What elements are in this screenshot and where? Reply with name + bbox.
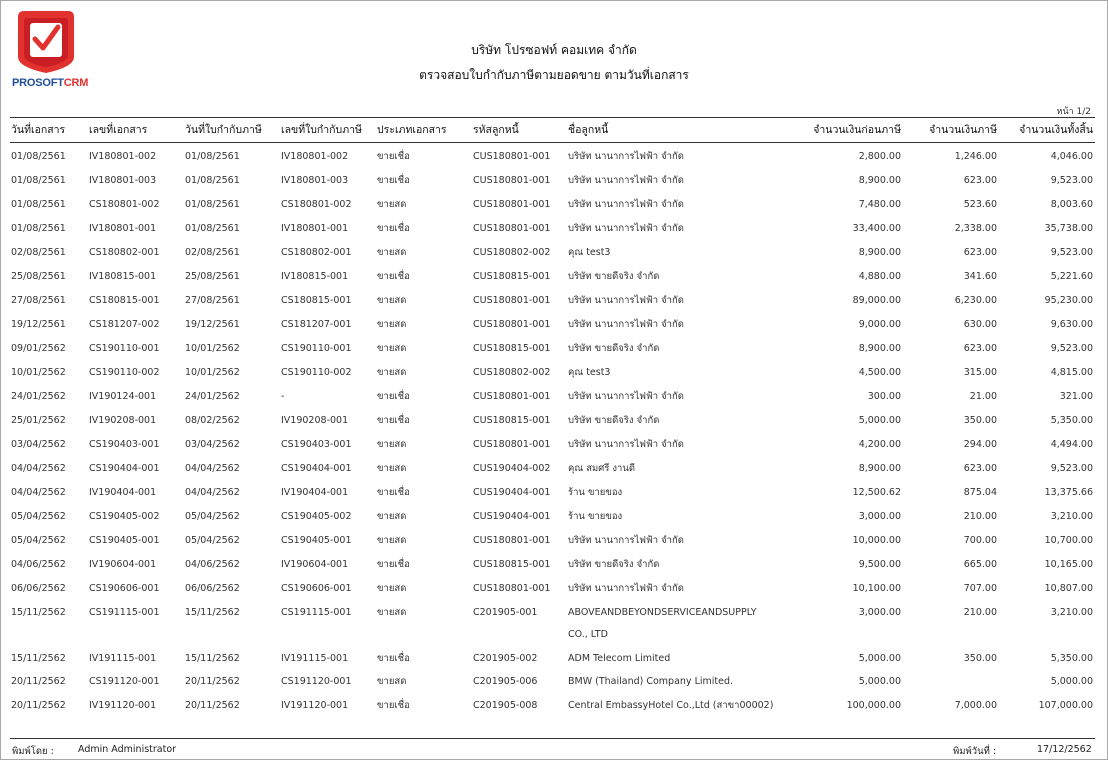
cell-amount-before-tax: 12,500.62 <box>852 487 901 498</box>
cell-amount-before-tax: 8,900.00 <box>858 175 901 186</box>
cell-customer-code: CUS190404-002 <box>473 463 551 474</box>
cell-doc-type: ขายสด <box>377 343 407 354</box>
table-row <box>1 149 1107 165</box>
cell-doc-date: 19/12/2561 <box>11 319 66 330</box>
cell-doc-date: 15/11/2562 <box>11 607 66 618</box>
cell-doc-type: ขายสด <box>377 463 407 474</box>
cell-customer-name: บริษัท นานาการไฟฟ้า จำกัด <box>568 151 684 162</box>
column-header-tax-amount: จำนวนเงินภาษี <box>929 124 997 136</box>
column-header-tax-invoice-date: วันที่ใบกำกับภาษี <box>185 124 262 136</box>
table-row <box>1 269 1107 285</box>
cell-total-amount: 8,003.60 <box>1050 199 1093 210</box>
cell-customer-name: CO., LTD <box>568 629 608 640</box>
cell-customer-code: CUS180815-001 <box>473 415 551 426</box>
cell-doc-date: 25/01/2562 <box>11 415 66 426</box>
table-row <box>1 317 1107 333</box>
cell-total-amount: 9,630.00 <box>1050 319 1093 330</box>
cell-total-amount: 10,700.00 <box>1044 535 1093 546</box>
column-header-total-amount: จำนวนเงินทั้งสิ้น <box>1019 124 1093 136</box>
cell-customer-name: ADM Telecom Limited <box>568 653 671 664</box>
cell-tax-invoice-date: 04/04/2562 <box>185 487 240 498</box>
cell-doc-type: ขายเชื่อ <box>377 653 410 664</box>
cell-customer-code: CUS180802-002 <box>473 247 551 258</box>
cell-doc-type: ขายเชื่อ <box>377 487 410 498</box>
cell-customer-code: C201905-001 <box>473 607 538 618</box>
cell-doc-date: 27/08/2561 <box>11 295 66 306</box>
cell-customer-name: บริษัท นานาการไฟฟ้า จำกัด <box>568 295 684 306</box>
cell-customer-code: CUS180801-001 <box>473 223 551 234</box>
cell-amount-before-tax: 9,000.00 <box>858 319 901 330</box>
table-row <box>1 533 1107 549</box>
cell-tax-invoice-date: 20/11/2562 <box>185 676 240 687</box>
cell-doc-type: ขายเชื่อ <box>377 271 410 282</box>
printed-by-value: Admin Administrator <box>78 744 177 755</box>
cell-doc-date: 15/11/2562 <box>11 653 66 664</box>
cell-total-amount: 9,523.00 <box>1050 343 1093 354</box>
cell-customer-code: CUS180801-001 <box>473 199 551 210</box>
cell-tax-invoice-no: IV180801-002 <box>281 151 349 162</box>
cell-doc-date: 24/01/2562 <box>11 391 66 402</box>
cell-customer-name: ร้าน ขายของ <box>568 511 623 522</box>
cell-total-amount: 4,046.00 <box>1050 151 1093 162</box>
cell-tax-invoice-date: 06/06/2562 <box>185 583 240 594</box>
cell-customer-code: C201905-006 <box>473 676 538 687</box>
cell-doc-type: ขายสด <box>377 583 407 594</box>
cell-total-amount: 5,000.00 <box>1050 676 1093 687</box>
cell-tax-invoice-date: 04/04/2562 <box>185 463 240 474</box>
cell-doc-no: CS190110-002 <box>89 367 160 378</box>
cell-doc-date: 01/08/2561 <box>11 175 66 186</box>
cell-doc-no: CS180801-002 <box>89 199 160 210</box>
cell-customer-code: CUS190404-001 <box>473 511 551 522</box>
cell-customer-code: CUS180801-001 <box>473 151 551 162</box>
cell-tax-amount: 350.00 <box>963 415 997 426</box>
cell-tax-invoice-date: 10/01/2562 <box>185 367 240 378</box>
cell-doc-type: ขายสด <box>377 676 407 687</box>
cell-doc-no: IV180801-001 <box>89 223 157 234</box>
cell-amount-before-tax: 2,800.00 <box>858 151 901 162</box>
table-row <box>1 341 1107 357</box>
cell-customer-code: CUS180801-001 <box>473 391 551 402</box>
cell-doc-no: CS190606-001 <box>89 583 160 594</box>
cell-total-amount: 35,738.00 <box>1044 223 1093 234</box>
cell-customer-code: CUS180802-002 <box>473 367 551 378</box>
cell-doc-no: IV190604-001 <box>89 559 157 570</box>
cell-tax-invoice-no: IV190404-001 <box>281 487 349 498</box>
cell-total-amount: 321.00 <box>1059 391 1093 402</box>
cell-doc-date: 03/04/2562 <box>11 439 66 450</box>
cell-amount-before-tax: 4,200.00 <box>858 439 901 450</box>
table-row <box>1 461 1107 477</box>
cell-customer-code: CUS180815-001 <box>473 343 551 354</box>
cell-customer-name: คุณ สมศรี งานดี <box>568 463 636 474</box>
table-row <box>1 173 1107 189</box>
cell-tax-amount: 7,000.00 <box>954 700 997 711</box>
cell-doc-date: 20/11/2562 <box>11 700 66 711</box>
cell-tax-amount: 21.00 <box>969 391 997 402</box>
table-row <box>1 485 1107 501</box>
logo-wordmark: PROSOFTCRM <box>12 77 89 89</box>
printed-by-label: พิมพ์โดย : <box>12 746 54 757</box>
cell-tax-amount: 707.00 <box>963 583 997 594</box>
cell-tax-invoice-date: 01/08/2561 <box>185 199 240 210</box>
cell-tax-invoice-no: IV180801-003 <box>281 175 349 186</box>
cell-customer-name: บริษัท ขายดีจริง จำกัด <box>568 343 660 354</box>
cell-doc-type: ขายเชื่อ <box>377 151 410 162</box>
cell-customer-name: BMW (Thailand) Company Limited. <box>568 676 734 687</box>
cell-total-amount: 9,523.00 <box>1050 175 1093 186</box>
cell-tax-amount: 350.00 <box>963 653 997 664</box>
cell-doc-no: IV180801-003 <box>89 175 157 186</box>
cell-doc-type: ขายสด <box>377 535 407 546</box>
cell-doc-no: CS190403-001 <box>89 439 160 450</box>
cell-total-amount: 4,815.00 <box>1050 367 1093 378</box>
cell-amount-before-tax: 33,400.00 <box>852 223 901 234</box>
cell-tax-invoice-no: CS190110-001 <box>281 343 352 354</box>
cell-tax-amount: 630.00 <box>963 319 997 330</box>
cell-total-amount: 5,350.00 <box>1050 415 1093 426</box>
table-row <box>1 365 1107 381</box>
cell-amount-before-tax: 5,000.00 <box>858 653 901 664</box>
cell-customer-name: บริษัท นานาการไฟฟ้า จำกัด <box>568 391 684 402</box>
cell-doc-type: ขายสด <box>377 439 407 450</box>
cell-doc-no: IV180815-001 <box>89 271 157 282</box>
cell-customer-name: บริษัท นานาการไฟฟ้า จำกัด <box>568 319 684 330</box>
cell-tax-invoice-no: IV190604-001 <box>281 559 349 570</box>
table-row <box>1 221 1107 237</box>
cell-doc-no: CS190110-001 <box>89 343 160 354</box>
cell-doc-type: ขายเชื่อ <box>377 415 410 426</box>
cell-tax-invoice-date: 02/08/2561 <box>185 247 240 258</box>
cell-customer-name: Central EmbassyHotel Co.,Ltd (สาขา00002) <box>568 700 774 711</box>
cell-doc-no: IV191120-001 <box>89 700 157 711</box>
cell-doc-no: CS181207-002 <box>89 319 160 330</box>
cell-amount-before-tax: 5,000.00 <box>858 676 901 687</box>
cell-total-amount: 13,375.66 <box>1044 487 1093 498</box>
cell-doc-date: 25/08/2561 <box>11 271 66 282</box>
cell-customer-code: CUS180801-001 <box>473 439 551 450</box>
cell-customer-code: CUS190404-001 <box>473 487 551 498</box>
table-row <box>1 437 1107 453</box>
cell-tax-invoice-date: 20/11/2562 <box>185 700 240 711</box>
cell-doc-no: CS180815-001 <box>89 295 160 306</box>
cell-amount-before-tax: 8,900.00 <box>858 343 901 354</box>
cell-amount-before-tax: 5,000.00 <box>858 415 901 426</box>
cell-amount-before-tax: 7,480.00 <box>858 199 901 210</box>
cell-tax-amount: 623.00 <box>963 463 997 474</box>
cell-total-amount: 107,000.00 <box>1038 700 1093 711</box>
cell-customer-code: CUS180815-001 <box>473 271 551 282</box>
cell-doc-no: IV191115-001 <box>89 653 157 664</box>
cell-customer-code: CUS180801-001 <box>473 535 551 546</box>
cell-amount-before-tax: 10,100.00 <box>852 583 901 594</box>
cell-tax-invoice-no: CS190405-002 <box>281 511 352 522</box>
cell-total-amount: 4,494.00 <box>1050 439 1093 450</box>
cell-amount-before-tax: 300.00 <box>867 391 901 402</box>
cell-customer-name: บริษัท นานาการไฟฟ้า จำกัด <box>568 199 684 210</box>
company-name: บริษัท โปรซอฟท์ คอมเทค จำกัด <box>471 43 637 57</box>
cell-doc-date: 04/04/2562 <box>11 487 66 498</box>
cell-tax-invoice-no: CS180801-002 <box>281 199 352 210</box>
cell-tax-amount: 210.00 <box>963 511 997 522</box>
cell-doc-type: ขายสด <box>377 607 407 618</box>
cell-customer-name: บริษัท ขายดีจริง จำกัด <box>568 559 660 570</box>
cell-tax-invoice-no: - <box>281 391 285 402</box>
cell-tax-invoice-no: CS191120-001 <box>281 676 352 687</box>
cell-tax-invoice-date: 24/01/2562 <box>185 391 240 402</box>
cell-amount-before-tax: 4,880.00 <box>858 271 901 282</box>
cell-total-amount: 9,523.00 <box>1050 247 1093 258</box>
cell-tax-amount: 875.04 <box>963 487 997 498</box>
cell-customer-name: บริษัท นานาการไฟฟ้า จำกัด <box>568 535 684 546</box>
cell-tax-amount: 523.60 <box>963 199 997 210</box>
column-header-amount-before-tax: จำนวนเงินก่อนภาษี <box>813 124 901 136</box>
cell-tax-invoice-date: 05/04/2562 <box>185 511 240 522</box>
cell-tax-amount: 1,246.00 <box>954 151 997 162</box>
cell-tax-amount: 665.00 <box>963 559 997 570</box>
cell-tax-invoice-no: IV180815-001 <box>281 271 349 282</box>
cell-tax-invoice-no: CS190405-001 <box>281 535 352 546</box>
cell-customer-code: CUS180801-001 <box>473 319 551 330</box>
table-row <box>1 389 1107 405</box>
cell-customer-name: บริษัท นานาการไฟฟ้า จำกัด <box>568 583 684 594</box>
cell-tax-invoice-no: CS190403-001 <box>281 439 352 450</box>
cell-tax-invoice-no: CS190404-001 <box>281 463 352 474</box>
cell-total-amount: 3,210.00 <box>1050 511 1093 522</box>
cell-total-amount: 3,210.00 <box>1050 607 1093 618</box>
table-row <box>1 197 1107 213</box>
cell-doc-no: IV190208-001 <box>89 415 157 426</box>
cell-tax-amount: 6,230.00 <box>954 295 997 306</box>
cell-customer-code: C201905-008 <box>473 700 538 711</box>
table-row <box>1 293 1107 309</box>
cell-tax-amount: 700.00 <box>963 535 997 546</box>
cell-doc-date: 05/04/2562 <box>11 511 66 522</box>
cell-tax-invoice-date: 05/04/2562 <box>185 535 240 546</box>
cell-tax-invoice-date: 03/04/2562 <box>185 439 240 450</box>
table-row <box>1 674 1107 690</box>
cell-doc-date: 10/01/2562 <box>11 367 66 378</box>
cell-customer-name: บริษัท ขายดีจริง จำกัด <box>568 415 660 426</box>
cell-customer-name: บริษัท ขายดีจริง จำกัด <box>568 271 660 282</box>
cell-customer-code: CUS180801-001 <box>473 175 551 186</box>
cell-doc-no: CS190405-001 <box>89 535 160 546</box>
page-number: หน้า 1/2 <box>1056 107 1091 117</box>
cell-doc-date: 02/08/2561 <box>11 247 66 258</box>
cell-tax-invoice-no: CS181207-001 <box>281 319 352 330</box>
cell-customer-name: บริษัท นานาการไฟฟ้า จำกัด <box>568 175 684 186</box>
cell-tax-invoice-no: CS180802-001 <box>281 247 352 258</box>
cell-tax-invoice-no: CS190606-001 <box>281 583 352 594</box>
table-row-continuation <box>1 627 1107 643</box>
table-row <box>1 245 1107 261</box>
cell-customer-code: CUS180801-001 <box>473 583 551 594</box>
cell-total-amount: 95,230.00 <box>1044 295 1093 306</box>
cell-doc-no: IV190124-001 <box>89 391 157 402</box>
cell-doc-no: CS190405-002 <box>89 511 160 522</box>
cell-doc-date: 04/04/2562 <box>11 463 66 474</box>
cell-total-amount: 5,221.60 <box>1050 271 1093 282</box>
cell-doc-type: ขายสด <box>377 247 407 258</box>
cell-amount-before-tax: 100,000.00 <box>846 700 901 711</box>
table-row <box>1 509 1107 525</box>
table-row <box>1 698 1107 714</box>
cell-tax-amount: 210.00 <box>963 607 997 618</box>
cell-doc-type: ขายเชื่อ <box>377 700 410 711</box>
cell-amount-before-tax: 8,900.00 <box>858 247 901 258</box>
cell-amount-before-tax: 8,900.00 <box>858 463 901 474</box>
cell-tax-invoice-no: IV190208-001 <box>281 415 349 426</box>
cell-tax-invoice-no: IV180801-001 <box>281 223 349 234</box>
cell-total-amount: 10,165.00 <box>1044 559 1093 570</box>
cell-doc-date: 05/04/2562 <box>11 535 66 546</box>
cell-customer-name: บริษัท นานาการไฟฟ้า จำกัด <box>568 223 684 234</box>
cell-tax-amount: 623.00 <box>963 175 997 186</box>
cell-tax-invoice-date: 04/06/2562 <box>185 559 240 570</box>
cell-doc-no: CS190404-001 <box>89 463 160 474</box>
cell-total-amount: 10,807.00 <box>1044 583 1093 594</box>
header-bottom-divider <box>10 142 1095 143</box>
cell-tax-invoice-date: 15/11/2562 <box>185 607 240 618</box>
cell-doc-date: 20/11/2562 <box>11 676 66 687</box>
cell-customer-code: CUS180801-001 <box>473 295 551 306</box>
cell-tax-amount: 341.60 <box>963 271 997 282</box>
cell-tax-invoice-date: 15/11/2562 <box>185 653 240 664</box>
cell-doc-type: ขายเชื่อ <box>377 223 410 234</box>
cell-amount-before-tax: 3,000.00 <box>858 511 901 522</box>
cell-doc-type: ขายสด <box>377 319 407 330</box>
cell-amount-before-tax: 3,000.00 <box>858 607 901 618</box>
cell-customer-name: ร้าน ขายของ <box>568 487 623 498</box>
footer-divider <box>10 738 1095 739</box>
report-title: ตรวจสอบใบกำกับภาษีตามยอดขาย ตามวันที่เอกสาร <box>419 68 689 82</box>
table-header <box>1 122 1107 138</box>
cell-doc-date: 04/06/2562 <box>11 559 66 570</box>
cell-doc-no: CS180802-001 <box>89 247 160 258</box>
print-date-label: พิมพ์วันที่ : <box>953 746 997 757</box>
cell-customer-name: บริษัท นานาการไฟฟ้า จำกัด <box>568 439 684 450</box>
cell-tax-invoice-date: 01/08/2561 <box>185 175 240 186</box>
cell-customer-name: ABOVEANDBEYONDSERVICEANDSUPPLY <box>568 607 757 618</box>
cell-doc-no: CS191115-001 <box>89 607 160 618</box>
cell-doc-no: IV190404-001 <box>89 487 157 498</box>
cell-tax-amount: 294.00 <box>963 439 997 450</box>
cell-tax-invoice-date: 25/08/2561 <box>185 271 240 282</box>
cell-doc-date: 01/08/2561 <box>11 223 66 234</box>
cell-doc-type: ขายสด <box>377 367 407 378</box>
table-row <box>1 557 1107 573</box>
cell-customer-code: CUS180815-001 <box>473 559 551 570</box>
header-top-divider <box>10 117 1095 118</box>
cell-tax-amount: 623.00 <box>963 343 997 354</box>
cell-doc-date: 06/06/2562 <box>11 583 66 594</box>
cell-tax-invoice-date: 01/08/2561 <box>185 223 240 234</box>
column-header-doc-no: เลขที่เอกสาร <box>89 124 148 136</box>
cell-tax-amount: 2,338.00 <box>954 223 997 234</box>
cell-tax-invoice-no: CS180815-001 <box>281 295 352 306</box>
cell-customer-code: C201905-002 <box>473 653 538 664</box>
table-row <box>1 581 1107 597</box>
cell-customer-name: คุณ test3 <box>568 367 611 378</box>
table-row <box>1 605 1107 621</box>
cell-tax-invoice-date: 27/08/2561 <box>185 295 240 306</box>
cell-amount-before-tax: 4,500.00 <box>858 367 901 378</box>
cell-doc-date: 09/01/2562 <box>11 343 66 354</box>
cell-doc-date: 01/08/2561 <box>11 151 66 162</box>
table-row <box>1 413 1107 429</box>
cell-doc-type: ขายสด <box>377 199 407 210</box>
column-header-doc-date: วันที่เอกสาร <box>11 124 66 136</box>
cell-tax-invoice-no: IV191115-001 <box>281 653 349 664</box>
cell-doc-no: IV180801-002 <box>89 151 157 162</box>
cell-doc-type: ขายสด <box>377 511 407 522</box>
column-header-tax-invoice-no: เลขที่ใบกำกับภาษี <box>281 124 362 136</box>
cell-amount-before-tax: 10,000.00 <box>852 535 901 546</box>
cell-doc-type: ขายสด <box>377 295 407 306</box>
cell-total-amount: 5,350.00 <box>1050 653 1093 664</box>
cell-amount-before-tax: 9,500.00 <box>858 559 901 570</box>
table-row <box>1 651 1107 667</box>
cell-total-amount: 9,523.00 <box>1050 463 1093 474</box>
cell-tax-invoice-no: CS191115-001 <box>281 607 352 618</box>
cell-tax-amount: 623.00 <box>963 247 997 258</box>
cell-tax-invoice-date: 10/01/2562 <box>185 343 240 354</box>
cell-tax-invoice-date: 01/08/2561 <box>185 151 240 162</box>
cell-amount-before-tax: 89,000.00 <box>852 295 901 306</box>
cell-doc-type: ขายเชื่อ <box>377 559 410 570</box>
cell-doc-type: ขายเชื่อ <box>377 175 410 186</box>
column-header-customer-name: ชื่อลูกหนี้ <box>568 124 609 136</box>
print-date-value: 17/12/2562 <box>1037 744 1092 755</box>
column-header-doc-type: ประเภทเอกสาร <box>377 124 447 136</box>
cell-tax-invoice-no: IV191120-001 <box>281 700 349 711</box>
cell-doc-type: ขายเชื่อ <box>377 391 410 402</box>
cell-tax-amount: 315.00 <box>963 367 997 378</box>
cell-tax-invoice-date: 19/12/2561 <box>185 319 240 330</box>
cell-tax-invoice-date: 08/02/2562 <box>185 415 240 426</box>
cell-doc-no: CS191120-001 <box>89 676 160 687</box>
cell-tax-invoice-no: CS190110-002 <box>281 367 352 378</box>
column-header-customer-code: รหัสลูกหนี้ <box>473 124 519 136</box>
cell-doc-date: 01/08/2561 <box>11 199 66 210</box>
cell-customer-name: คุณ test3 <box>568 247 611 258</box>
